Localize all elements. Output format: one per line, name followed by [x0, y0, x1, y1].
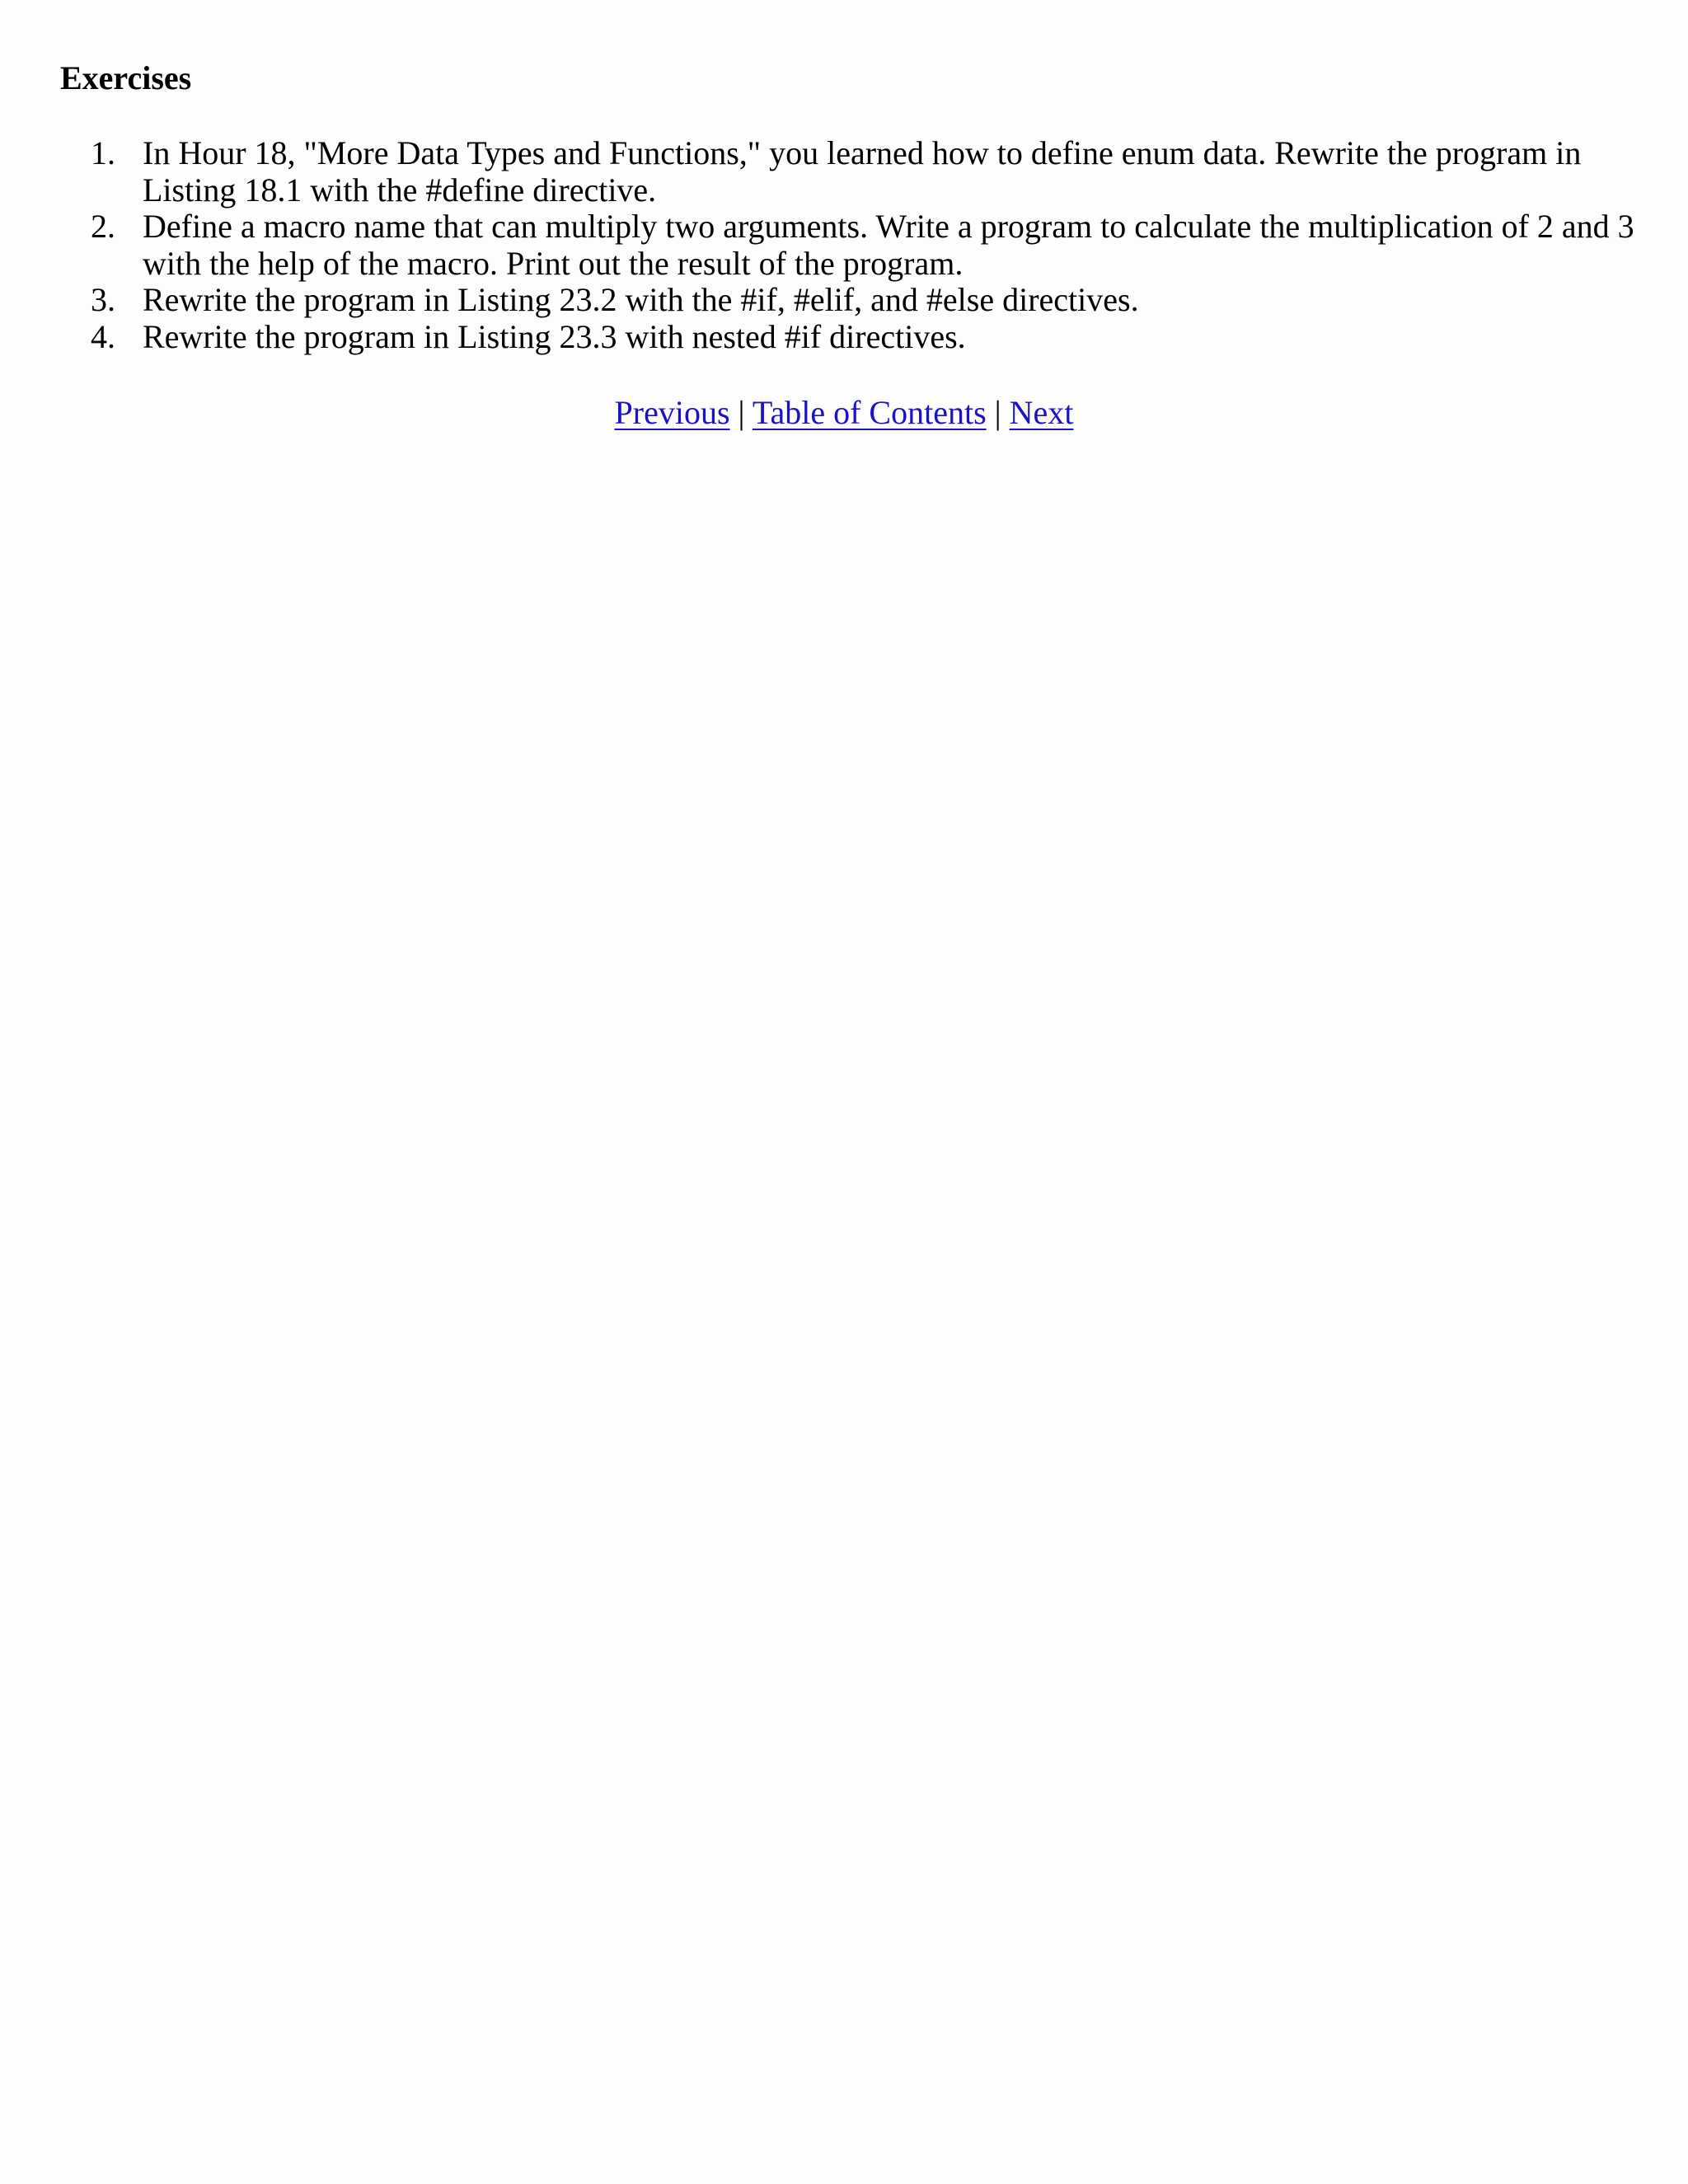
previous-link[interactable]: Previous — [614, 394, 730, 431]
exercise-list — [0, 135, 1648, 355]
list-item-text: Rewrite the program in Listing 23.3 with nested #if directives. — [143, 317, 966, 355]
table-of-contents-link[interactable]: Table of Contents — [752, 394, 987, 431]
page-navigation — [0, 392, 1688, 434]
list-item-text: In Hour 18, "More Data Types and Functions," you learned how to define enum data. Rewrite the program in Listing 18.1 with the #define directive. — [143, 134, 1582, 209]
list-item-number: 2. — [91, 208, 115, 245]
list-item-number: 4. — [91, 317, 115, 355]
nav-separator: | — [994, 394, 1001, 431]
list-item-text: Define a macro name that can multiply two arguments. Write a program to calculate the multiplication of 2 and 3 with the help of the macro. Print out the result of the program. — [143, 208, 1634, 282]
list-item — [0, 319, 1648, 356]
nav-separator: | — [738, 394, 745, 431]
list-item — [0, 282, 1648, 319]
list-item — [0, 209, 1648, 282]
list-item — [0, 135, 1648, 209]
list-item-text: Rewrite the program in Listing 23.2 with the #if, #elif, and #else directives. — [143, 281, 1139, 318]
list-item-number: 1. — [91, 134, 115, 171]
page-title: Exercises — [60, 59, 192, 96]
next-link[interactable]: Next — [1009, 394, 1074, 431]
list-item-number: 3. — [91, 281, 115, 318]
